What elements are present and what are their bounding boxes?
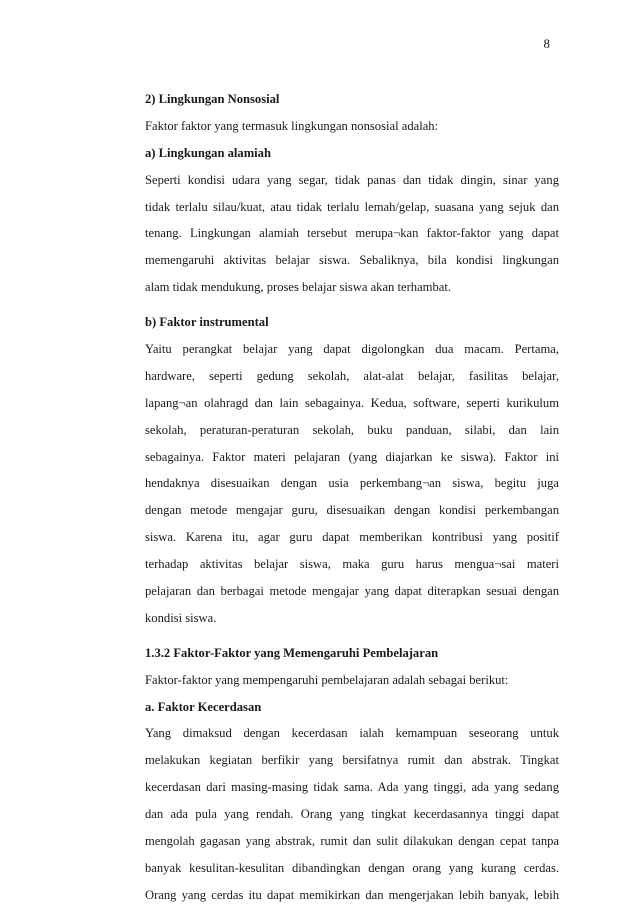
text-line: Yang dimaksud dengan kecerdasan ialah kemampuan seseorang untuk	[145, 726, 559, 741]
section-gap	[145, 301, 559, 309]
text-line: hendaknya disesuaikan dengan usia perkembang¬an siswa, begitu juga	[145, 476, 559, 491]
text-line: kondisi siswa.	[145, 610, 217, 625]
text-line: sebagainya. Faktor materi pelajaran (yang diajarkan ke siswa). Faktor ini	[145, 449, 559, 464]
text-line: sekolah, peraturan-peraturan sekolah, buku panduan, silabi, dan lain	[145, 422, 559, 437]
text-line: mengolah gagasan yang abstrak, rumit dan sulit dilakukan dengan cepat tanpa	[145, 834, 559, 849]
document-section	[145, 640, 559, 909]
section-heading: a) Lingkungan alamiah	[145, 145, 271, 160]
page-number: 8	[543, 36, 550, 51]
text-line: hardware, seperti gedung sekolah, alat-alat belajar, fasilitas belajar,	[145, 368, 559, 383]
text-line: Faktor-faktor yang mempengaruhi pembelajaran adalah sebagai berikut:	[145, 672, 509, 687]
text-line: melakukan kegiatan berfikir yang bersifatnya rumit dan abstrak. Tingkat	[145, 753, 559, 768]
text-line: kecerdasan dari masing-masing tidak sama. Ada yang tinggi, ada yang sedang	[145, 780, 559, 795]
text-line: lapang¬an olahragd dan lain sebagainya. Kedua, software, seperti kurikulum	[145, 395, 559, 410]
text-line: banyak kesulitan-kesulitan dibandingkan dengan orang yang kurang cerdas.	[145, 860, 559, 875]
text-line: siswa. Karena itu, agar guru dapat memberikan kontribusi yang positif	[145, 530, 559, 545]
text-line: Yaitu perangkat belajar yang dapat digolongkan dua macam. Pertama,	[145, 342, 559, 357]
section-heading: a. Faktor Kecerdasan	[145, 699, 262, 714]
text-line: dan ada pula yang rendah. Orang yang tingkat kecerdasannya tinggi dapat	[145, 807, 559, 822]
section-heading: 1.3.2 Faktor-Faktor yang Memengaruhi Pembelajaran	[145, 645, 439, 660]
section-heading: 2) Lingkungan Nonsosial	[145, 92, 280, 106]
text-line: terhadap aktivitas belajar siswa, maka guru harus mengua¬sai materi	[145, 557, 559, 572]
text-line: Faktor faktor yang termasuk lingkungan nonsosial adalah:	[145, 118, 439, 133]
text-line: pelajaran dan berbagai metode mengajar yang dapat diterapkan sesuai dengan	[145, 584, 559, 599]
text-line: memengaruhi aktivitas belajar siswa. Sebaliknya, bila kondisi lingkungan	[145, 253, 559, 268]
text-line: dengan metode mengajar guru, disesuaikan dengan kondisi perkembangan	[145, 503, 559, 518]
section-gap	[145, 632, 559, 640]
document-section	[145, 86, 559, 301]
document-body	[145, 86, 559, 909]
text-line: Seperti kondisi udara yang segar, tidak panas dan tidak dingin, sinar yang	[145, 172, 559, 187]
text-line: alam tidak mendukung, proses belajar siswa akan terhambat.	[145, 280, 452, 295]
document-section	[145, 309, 559, 632]
text-line: tenang. Lingkungan alamiah tersebut merupa¬kan faktor-faktor yang dapat	[145, 226, 559, 241]
section-heading: b) Faktor instrumental	[145, 315, 269, 330]
text-line: Orang yang cerdas itu dapat memikirkan dan mengerjakan lebih banyak, lebih	[145, 887, 559, 902]
text-line: tidak terlalu silau/kuat, atau tidak terlalu lemah/gelap, suasana yang sejuk dan	[145, 199, 559, 214]
